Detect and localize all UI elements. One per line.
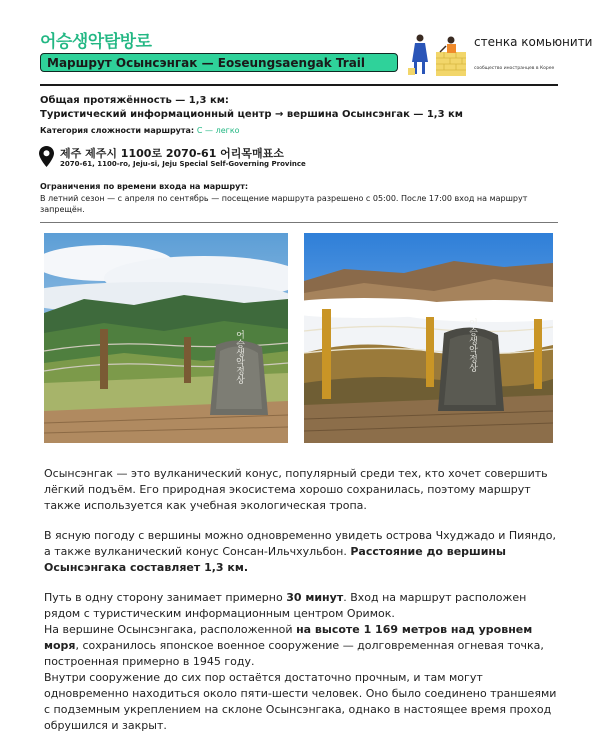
map-pin-icon <box>39 146 54 167</box>
total-length-label: Общая протяжённость — 1,3 км: <box>40 95 229 106</box>
stone-inscription: 어승생악정상 <box>234 330 244 384</box>
bunker-interior-line: Внутри сооружение до сих пор остаётся достаточно прочным, и там могут одновременно находиться около пяти-шести человек. Оно было соединено траншеями с подземным укреплением на склоне Осынсэнгака, однако в настоящее время проход обрушился и закрыт. <box>44 671 557 732</box>
view-text: В ясную погоду с вершины можно одновременно увидеть острова Чхуджадо и Пияндо, а также вулканический конус Сонсан-Ильчхульбон. <box>44 529 556 558</box>
difficulty-label: Категория сложности маршрута: <box>40 126 195 135</box>
section-divider <box>40 222 558 223</box>
altitude-highlight: на высоте 1 169 метров над уровнем моря <box>44 623 533 652</box>
page-title: Маршрут Осынсэнгак — Eoseungsaengak Trail <box>40 53 398 72</box>
duration-highlight: 30 минут <box>286 591 344 604</box>
altitude-line <box>44 622 564 670</box>
restrictions-title: Ограничения по времени входа на маршрут: <box>40 182 249 191</box>
details-paragraph <box>44 590 564 734</box>
logo-name: стенка комьюнити <box>474 35 593 49</box>
stone-inscription: 어승생악정상 <box>467 318 477 372</box>
difficulty-value: С — легко <box>196 126 240 135</box>
address-english: 2070-61, 1100-ro, Jeju-si, Jeju Special Self-Governing Province <box>60 160 306 168</box>
summit-photo-sea-of-clouds <box>304 233 553 443</box>
difficulty-category <box>40 126 240 135</box>
restrictions-text: В летний сезон — с апреля по сентябрь — посещение маршрута разрешено с 05:00. После 17:00 вход на маршрут запрещён. <box>40 193 528 214</box>
view-paragraph <box>44 528 564 576</box>
logo-subtitle: сообщество иностранцев в Корее <box>474 66 555 71</box>
korean-title: 어승생악탐방로 <box>40 32 152 52</box>
duration-line <box>44 590 564 622</box>
bunker-text: , сохранилось японское военное сооружение — долговременная огневая точка, построенная примерно в 1945 году. <box>44 639 544 668</box>
altitude-text: На вершине Осынсэнгака, расположенной <box>44 623 297 636</box>
entry-restrictions <box>40 181 560 216</box>
header-divider <box>40 84 558 86</box>
address-korean: 제주 제주시 1100로 2070-61 어리목매표소 <box>60 147 284 160</box>
entrance-text: . Вход на маршрут расположен рядом с туристическим информационным центром Оримок. <box>44 591 527 620</box>
total-length-route: Туристический информационный центр → вершина Осынсэнгак — 1,3 км <box>40 109 463 120</box>
intro-paragraph: Осынсэнгак — это вулканический конус, популярный среди тех, кто хочет совершить лёгкий подъём. Его природная экосистема хорошо сохранилась, поэтому маршрут также используется как учебная экологическая тропа. <box>44 467 548 512</box>
community-logo-illustration <box>406 30 470 80</box>
total-length <box>40 94 463 122</box>
duration-text: Путь в одну сторону занимает примерно <box>44 591 287 604</box>
distance-highlight: Расстояние до вершины Осынсэнгака составляет 1,3 км. <box>44 545 506 574</box>
summit-photo-daytime <box>44 233 288 443</box>
